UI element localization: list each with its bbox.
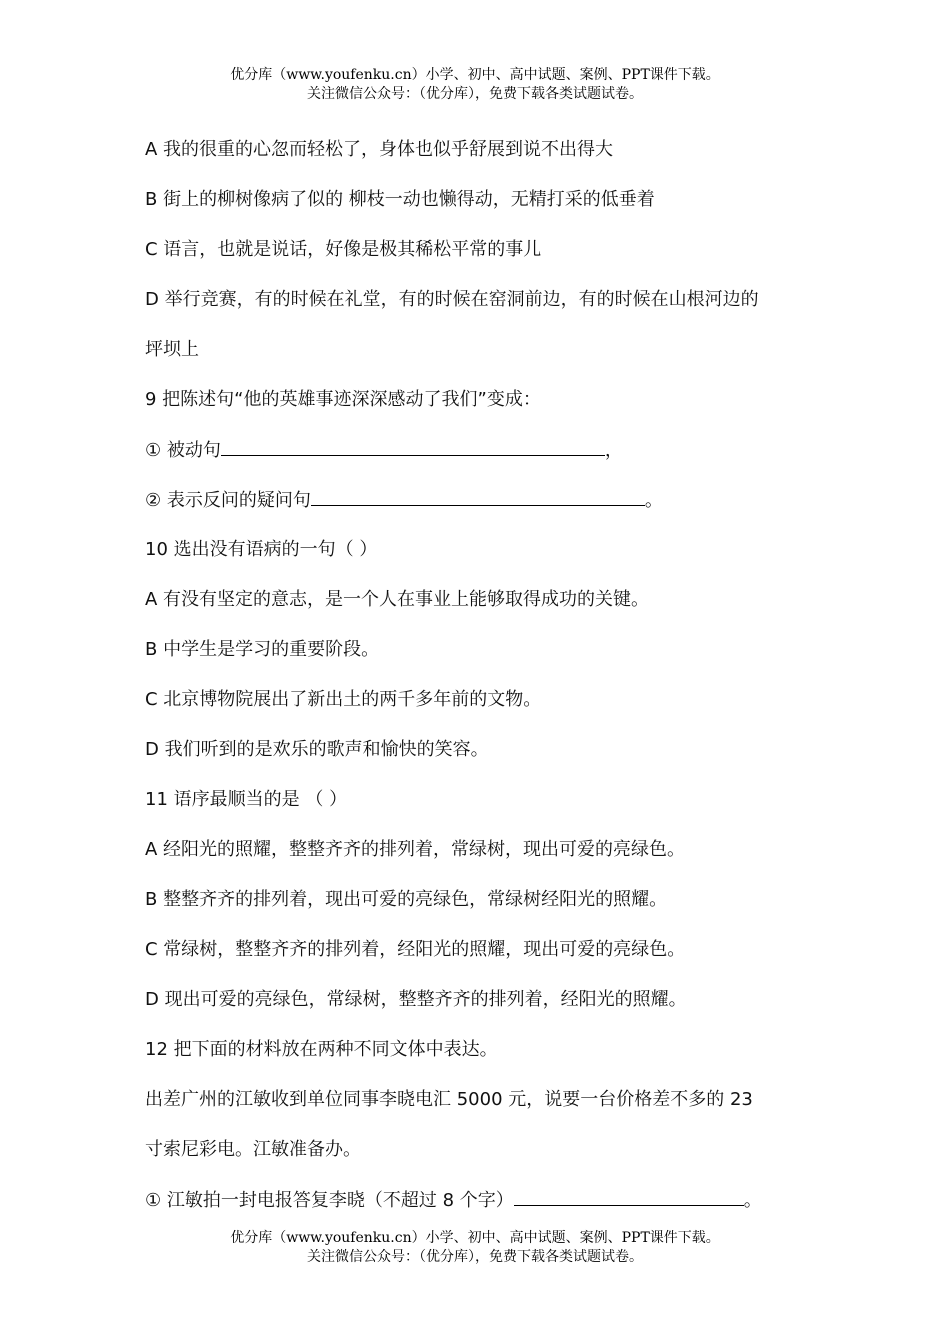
q9-item-1-punct: ， <box>604 440 623 461</box>
q10-option-c: C 北京博物院展出了新出土的两千多年前的文物。 <box>145 689 542 710</box>
q9-item-2 <box>145 483 810 533</box>
document-body <box>145 133 810 1233</box>
q11-prompt: 11 语序最顺当的是 （ ） <box>145 789 348 810</box>
footer-line-1: 优分库（www.youfenku.cn）小学、初中、高中试题、案例、PPT课件下载。 <box>230 1230 720 1246</box>
q12-item-1-punct: 。 <box>743 1190 762 1211</box>
q9-item-2-punct: 。 <box>644 490 663 511</box>
q9-item-1-label: ① 被动句 <box>145 440 221 461</box>
q11-option-c: C 常绿树，整整齐齐的排列着，经阳光的照耀，现出可爱的亮绿色。 <box>145 939 686 960</box>
q8-option-d: D 举行竞赛，有的时候在礼堂，有的时候在窑洞前边，有的时候在山根河边的 <box>145 289 759 310</box>
q8-option-a: A 我的很重的心忽而轻松了，身体也似乎舒展到说不出得大 <box>145 139 614 160</box>
q12-material-continued: 寸索尼彩电。江敏准备办。 <box>145 1139 361 1160</box>
q11-option-a: A 经阳光的照耀，整整齐齐的排列着，常绿树，现出可爱的亮绿色。 <box>145 839 686 860</box>
q11-option-b: B 整整齐齐的排列着，现出可爱的亮绿色，常绿树经阳光的照耀。 <box>145 889 668 910</box>
q12-item-1 <box>145 1183 810 1233</box>
q9-prompt: 9 把陈述句“他的英雄事迹深深感动了我们”变成： <box>145 389 541 410</box>
q12-item-1-label: ① 江敏拍一封电报答复李晓（不超过 8 个字） <box>145 1190 514 1211</box>
q10-prompt: 10 选出没有语病的一句（ ） <box>145 539 378 560</box>
q10-option-a: A 有没有坚定的意志，是一个人在事业上能够取得成功的关键。 <box>145 589 650 610</box>
q10-option-b: B 中学生是学习的重要阶段。 <box>145 639 380 660</box>
q9-item-2-label: ② 表示反问的疑问句 <box>145 490 311 511</box>
q12-prompt: 12 把下面的材料放在两种不同文体中表达。 <box>145 1039 498 1060</box>
q8-option-c: C 语言，也就是说话，好像是极其稀松平常的事儿 <box>145 239 542 260</box>
q11-option-d: D 现出可爱的亮绿色，常绿树，整整齐齐的排列着，经阳光的照耀。 <box>145 989 687 1010</box>
q12-material: 出差广州的江敏收到单位同事李晓电汇 5000 元，说要一台价格差不多的 23 <box>145 1089 753 1110</box>
q8-option-d-continued: 坪坝上 <box>145 339 199 360</box>
answer-blank[interactable] <box>311 483 645 506</box>
answer-blank[interactable] <box>221 433 605 456</box>
page-header <box>0 66 950 104</box>
q8-option-b: B 街上的柳树像病了似的 柳枝一动也懒得动，无精打采的低垂着 <box>145 189 655 210</box>
page-footer <box>0 1229 950 1267</box>
q10-option-d: D 我们听到的是欢乐的歌声和愉快的笑容。 <box>145 739 489 760</box>
answer-blank[interactable] <box>514 1183 744 1206</box>
header-line-1: 优分库（www.youfenku.cn）小学、初中、高中试题、案例、PPT课件下载。 <box>230 67 720 83</box>
header-line-2: 关注微信公众号：（优分库），免费下载各类试题试卷。 <box>307 86 643 102</box>
footer-line-2: 关注微信公众号：（优分库），免费下载各类试题试卷。 <box>307 1249 643 1265</box>
q9-item-1 <box>145 433 810 483</box>
